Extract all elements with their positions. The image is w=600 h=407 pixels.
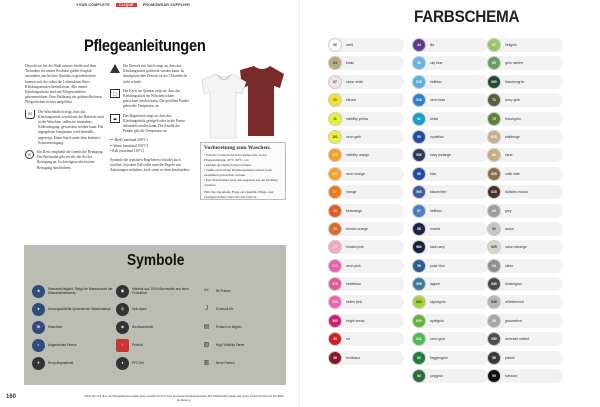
color-swatch xyxy=(487,148,563,162)
color-swatch xyxy=(487,38,563,52)
color-code-dot: 815 xyxy=(487,130,501,144)
color-code-dot: 94 xyxy=(487,259,501,273)
color-swatch xyxy=(487,351,563,365)
color-swatch xyxy=(328,240,404,254)
color-name: sand xyxy=(505,153,513,158)
color-swatch xyxy=(328,93,404,107)
color-code-dot: 17 xyxy=(328,185,342,199)
tumble-dryer-icon: ◯ xyxy=(110,89,120,98)
color-swatch xyxy=(412,277,488,291)
color-name: natur melange xyxy=(505,245,527,250)
symbol-label: Einfach zu bügeln xyxy=(216,325,242,329)
color-name: neon gelb xyxy=(346,134,361,139)
color-swatch xyxy=(487,295,563,309)
color-name: orange xyxy=(346,190,357,195)
color-code-dot: 945 xyxy=(487,277,501,291)
color-name: blutorange xyxy=(346,208,363,213)
color-name: royalblau xyxy=(430,134,444,139)
color-name: blau xyxy=(430,171,437,176)
symbol-label: Neue Farben xyxy=(216,361,235,365)
right-page xyxy=(300,0,600,407)
color-swatch xyxy=(412,332,488,346)
color-code-dot: 11 xyxy=(328,112,342,126)
page-title: Pflegeanleitungen xyxy=(84,36,206,55)
color-name: helles pink xyxy=(346,300,363,305)
symbol-item xyxy=(200,354,282,372)
color-name: asche xyxy=(505,226,515,231)
care-row-bleach xyxy=(110,64,190,85)
symbol-item xyxy=(116,282,200,300)
symbol-item xyxy=(32,354,116,372)
page-number: 160 xyxy=(6,394,17,400)
color-swatch xyxy=(328,112,404,126)
color-swatch xyxy=(487,277,563,291)
color-name: dark navy xyxy=(430,245,445,250)
color-name: pistole xyxy=(505,355,515,360)
color-code-dot: 955 xyxy=(487,332,501,346)
color-name: marine xyxy=(430,226,441,231)
color-name: schwarz xyxy=(505,374,518,379)
color-name: dunkelgrau xyxy=(505,282,522,287)
color-name: navy melange xyxy=(430,153,452,158)
color-code-dot: 211 xyxy=(328,259,342,273)
color-swatch xyxy=(487,130,563,144)
color-swatch xyxy=(412,314,488,328)
women-fit-icon: ✂ xyxy=(203,288,210,294)
col2-tail: Symbole die typischen Begebenen (erlaubt) auch erwähnt. In jedem Fall sollte man die Regeln von Anleitungen einhalten, auch wenn es oben beschrieben. xyxy=(110,158,190,173)
care-text-bleach: Ein Dreieck mit Strich zeigt an, dass das Kleidungsstück gebleicht werden kann. Ist durchgestrichen Dreieck ist die Chlorbleiche nicht erlaubt. xyxy=(123,64,188,84)
color-swatch xyxy=(487,204,563,218)
color-swatch xyxy=(328,259,404,273)
color-code-dot: 51 xyxy=(412,112,426,126)
color-code-dot: 20 xyxy=(328,240,342,254)
care-text-iron: Das Bügeleisen zeigt an, dass das Kleidungsstück gebügelt oder in die Presse behandelt werden kann. Die Anzahl der Punkte gibt die Temperatur an. xyxy=(123,113,185,134)
color-swatch xyxy=(328,332,404,346)
wash-prep-box xyxy=(200,142,286,200)
color-code-dot: 101 xyxy=(328,130,342,144)
color-swatch xyxy=(487,75,563,89)
color-swatch xyxy=(412,259,488,273)
prolight-icon: ! xyxy=(116,339,129,352)
wash-prep-footer: Falls Sie irgendeine Frage zur Qualität, Pflege oder sonstigen haben, rufen Sie uns bitte an. xyxy=(204,190,274,199)
easy-iron-icon: ▤ xyxy=(203,324,210,330)
pfc-free-icon: ♦ xyxy=(116,357,129,370)
color-swatch xyxy=(412,167,488,181)
color-code-dot: 38 xyxy=(328,351,342,365)
symbol-item xyxy=(32,282,116,300)
color-code-dot: 63 xyxy=(412,369,426,383)
color-code-dot: 07 xyxy=(328,75,342,89)
color-code-dot: 949 xyxy=(487,295,501,309)
intro-paragraph: Obwohl wir bei der Wahl unserer Stoffe und ihrer Techniken für unsere Produkte größte Sorgfalt anwenden, um höchste Qualität zu gewährleisten, können sich Sie selbst die Lebensdauer Ihres Kleidungsstückes beeinflussen. Alle unsere Kleidungsstücke sind mit Pflegesymbolen gekennzeichnet. Eine Erklärung der gebräuchlichsten Pflegezeichen ist hier aufgeführt. xyxy=(25,64,102,105)
color-swatch xyxy=(328,148,404,162)
breathable-icon: ● xyxy=(32,303,45,316)
color-code-dot: 35 xyxy=(328,332,342,346)
color-name: türkis xyxy=(430,116,439,121)
brand-mid: CLIQUE xyxy=(116,3,137,7)
color-name: polar blue xyxy=(430,263,445,268)
color-code-dot: 67 xyxy=(487,38,501,52)
color-code-dot: 57 xyxy=(412,204,426,218)
color-code-dot: 565 xyxy=(412,185,426,199)
waterproof-icon: ♣ xyxy=(32,285,45,298)
color-swatch xyxy=(328,38,404,52)
color-name: junggrün xyxy=(430,374,444,379)
care-row-dryer xyxy=(110,89,190,110)
color-code-dot: 96 xyxy=(487,351,501,365)
symbol-item xyxy=(32,318,116,336)
color-name: grün meliert xyxy=(505,61,523,66)
color-code-dot: 58 xyxy=(412,222,426,236)
color-swatch xyxy=(412,295,488,309)
symbol-grid xyxy=(32,282,282,372)
swatch-column xyxy=(328,38,404,369)
color-code-dot: 611 xyxy=(412,332,426,346)
color-name: graumeliert xyxy=(505,318,522,323)
color-name: anthrazit meliert xyxy=(505,337,530,342)
symbol-label: Angerauhtes Fleece xyxy=(48,343,77,347)
color-name: rot xyxy=(346,337,350,342)
color-swatch xyxy=(412,38,488,52)
color-name: army grün xyxy=(505,98,521,103)
color-swatch xyxy=(412,185,488,199)
symbol-label: Bio-Baumwolle xyxy=(132,325,154,329)
color-swatch xyxy=(487,240,563,254)
color-code-dot: 595 xyxy=(412,277,426,291)
brand-right: PROMOWEAR SUPPLIER xyxy=(142,3,190,7)
color-swatch xyxy=(487,259,563,273)
color-code-dot: 90 xyxy=(487,204,501,218)
color-code-dot: 00 xyxy=(328,38,342,52)
color-name: flaschengrün xyxy=(505,79,525,84)
symbol-label: Spin-dyed xyxy=(132,307,147,311)
symbol-item xyxy=(116,336,200,354)
temp-2: • Kalt (maximal 110°C) xyxy=(110,148,145,153)
washable-icon: ♒ xyxy=(32,321,45,334)
color-code-dot: 815 xyxy=(487,185,501,199)
temp-1: •• Warm (maximal 150°C) xyxy=(110,143,149,148)
symbol-item xyxy=(200,282,282,300)
color-code-dot: 605 xyxy=(412,314,426,328)
new-colors-icon: ▥ xyxy=(203,360,210,366)
care-text-dryer: Der Kreis im Quadrat zeigt an, dass das Kleidungsstück im Wäschetrockner getrocknet werden kann. Die gefüllten Punkte geben die Temperatur an. xyxy=(123,88,190,109)
color-swatch xyxy=(328,277,404,291)
spin-dyed-icon: ◎ xyxy=(116,303,129,316)
symbol-item xyxy=(116,354,200,372)
color-name: lila xyxy=(430,43,435,47)
color-swatch xyxy=(412,240,488,254)
color-code-dot: 71 xyxy=(487,93,501,107)
color-code-dot: 62 xyxy=(412,351,426,365)
iron-icon: ⏏ xyxy=(110,114,120,123)
color-name: visibility orange xyxy=(346,153,370,158)
color-code-dot: 95 xyxy=(487,314,501,328)
color-swatch xyxy=(328,295,404,309)
symbol-label: Prolicht xyxy=(132,343,143,347)
care-row-wash xyxy=(25,110,105,146)
color-swatch xyxy=(487,56,563,70)
symbol-label: Material aus 100% Baumwolle aus fairer Produktion xyxy=(132,287,190,295)
color-code-dot: 82 xyxy=(487,148,501,162)
color-name: hellblau xyxy=(430,79,442,84)
color-name: apfelgrün xyxy=(430,318,445,323)
dry-clean-icon: B xyxy=(25,150,34,159)
color-code-dot: 59 xyxy=(412,259,426,273)
color-name: hellgrün xyxy=(505,43,518,47)
footnote: Wenn Sie sich über die Pflegehinweise unklar sind, wenden Sie sich bitte an unsere Kundenbetreuung. Die Maßtabellen geben eine grobe Übersicht über die Produkte im Katalog. xyxy=(84,394,284,402)
symbole-title: Symbole xyxy=(127,252,185,269)
symbol-label: Atmungsaktivität dynamischer Wasserdampf xyxy=(48,307,111,311)
color-swatch xyxy=(328,130,404,144)
color-name: caffe latte xyxy=(505,171,520,176)
junior-icon: J xyxy=(205,306,208,312)
color-swatch xyxy=(487,185,563,199)
color-name: bright cerise xyxy=(346,318,365,323)
color-code-dot: 516 xyxy=(412,93,426,107)
color-scheme-title: FARBSCHEMA xyxy=(414,7,520,26)
color-code-dot: 75 xyxy=(487,112,501,126)
color-code-dot: 10 xyxy=(328,93,342,107)
color-name: burned orange xyxy=(346,226,369,231)
color-code-dot: 50 xyxy=(412,56,426,70)
color-name: heideblau xyxy=(346,282,361,287)
color-code-dot: 556 xyxy=(412,148,426,162)
color-name: froschgrün xyxy=(505,116,522,121)
care-column-left xyxy=(25,64,105,175)
color-swatch xyxy=(328,185,404,199)
color-name: blaumeliert xyxy=(430,190,447,195)
color-code-dot: 515 xyxy=(412,75,426,89)
fleece-icon: ◐ xyxy=(32,339,45,352)
color-code-dot: 99 xyxy=(487,369,501,383)
recycled-icon: ✈ xyxy=(32,357,45,370)
color-name: weiß xyxy=(346,43,354,47)
color-name: grey xyxy=(505,208,512,213)
color-swatch xyxy=(412,222,488,236)
color-swatch xyxy=(328,167,404,181)
color-name: halbbeige xyxy=(505,134,520,139)
color-swatch xyxy=(412,204,488,218)
color-name: silber xyxy=(505,263,514,268)
symbol-label: Wasserdichtigkeit, Steigt die Wassersäule der Wasserabweisende xyxy=(48,287,113,295)
color-name: bordeaux xyxy=(346,355,361,360)
color-code-dot: 925 xyxy=(487,240,501,254)
color-code-dot: 18 xyxy=(328,204,342,218)
color-name: khaki xyxy=(346,61,354,66)
color-name: neon blau xyxy=(430,98,445,103)
color-code-dot: 170 xyxy=(328,148,342,162)
color-name: dunkles mocca xyxy=(505,190,528,195)
symbol-label: PFC-frei xyxy=(132,361,144,365)
wash-prep-item: • Dunkle und helle Farben trennen. xyxy=(204,163,252,167)
color-code-dot: 55 xyxy=(412,130,426,144)
high-visibility-icon: ▨ xyxy=(203,342,210,348)
color-swatch xyxy=(487,167,563,181)
color-code-dot: 44 xyxy=(412,38,426,52)
care-text-dryclean: Ein Kreis empfiehlt die chemische Reinigung. Der Buchstabe gibt jeweils die Art der Reinigung an. Ist durchgestrichen keine Reinigung durchführen. xyxy=(37,150,104,170)
care-column-right xyxy=(110,64,190,174)
color-code-dot: 690 xyxy=(487,75,501,89)
color-name: zitrone xyxy=(346,98,357,103)
color-swatch xyxy=(487,222,563,236)
color-name: sky blue xyxy=(430,61,443,66)
tshirt-image xyxy=(196,62,286,140)
symbol-label: Eindruck für xyxy=(216,307,234,311)
color-swatch xyxy=(412,56,488,70)
symbol-item xyxy=(32,336,116,354)
color-code-dot: 92 xyxy=(487,222,501,236)
symbol-item xyxy=(200,336,282,354)
color-swatch xyxy=(412,112,488,126)
wash-tub-icon: 30 xyxy=(25,110,35,119)
color-name: visibility yellow xyxy=(346,116,369,121)
swatch-column xyxy=(487,38,563,387)
wash-prep-title: Vorbereitung zum Waschen: xyxy=(204,145,271,151)
color-swatch xyxy=(328,204,404,218)
color-swatch xyxy=(328,351,404,365)
color-swatch xyxy=(412,93,488,107)
color-code-dot: 04 xyxy=(328,56,342,70)
brand-strip xyxy=(76,3,190,7)
brand-left: YOUR COMPLETE xyxy=(76,3,110,7)
care-text-wash: Der Waschbottich zeigt, dass das Kleidungsstück sowohl mit der Hand als auch in der Waschine, inklusive normalem Schleudergang, gewaschen werden kann. Die angegebene Temperatur wird ebenfalls angezeigt. Einen Strich unter dem bedeutet Schonwaschgang. xyxy=(38,109,105,145)
color-swatch xyxy=(328,222,404,236)
symbol-item xyxy=(200,300,282,318)
color-swatch xyxy=(487,93,563,107)
color-code-dot: 820 xyxy=(487,167,501,181)
color-name: lagune xyxy=(430,282,441,287)
color-name: neon orange xyxy=(346,171,366,176)
color-swatch xyxy=(412,75,488,89)
color-code-dot: 300 xyxy=(328,314,342,328)
organic-cotton-icon: ◈ xyxy=(116,321,129,334)
color-code-dot: 216 xyxy=(328,277,342,291)
color-swatch xyxy=(487,314,563,328)
color-code-dot: 171 xyxy=(328,167,342,181)
symbol-item xyxy=(200,318,282,336)
color-swatch xyxy=(328,56,404,70)
color-swatch xyxy=(487,112,563,126)
symbol-label: Recyclingmaterial xyxy=(48,361,74,365)
symbol-label: Waschbar xyxy=(48,325,63,329)
color-swatch xyxy=(328,75,404,89)
symbol-item xyxy=(116,300,200,318)
color-swatch xyxy=(412,130,488,144)
color-swatch xyxy=(487,369,563,383)
care-row-dryclean xyxy=(25,150,105,171)
wash-prep-item: • Wäsche sortieren nach der Temperatur in der Pflegeanleitung, 40°C, 60°C, etc. xyxy=(204,153,267,162)
symbol-item xyxy=(32,300,116,318)
color-code-dot: 56 xyxy=(412,167,426,181)
color-name: stone white xyxy=(346,79,364,84)
color-name: reflektierend xyxy=(505,300,524,305)
temp-0: ••• Heiß (maximal 200°C) xyxy=(110,138,148,143)
symbol-label: für Frauen xyxy=(216,289,231,293)
color-name: frosted pink xyxy=(346,245,364,250)
symbol-label: High Visibility Farbe xyxy=(216,343,245,347)
color-code-dot: 600 xyxy=(412,295,426,309)
color-name: neon pink xyxy=(346,263,361,268)
symbol-item xyxy=(116,318,200,336)
cotton-icon: ◉ xyxy=(116,285,129,298)
care-row-iron xyxy=(110,114,190,135)
color-code-dot: 19 xyxy=(328,222,342,236)
wash-prep-item: • Weiße und farbige Kleidungsstücke sollten nicht zusammen gewaschen werden. xyxy=(204,168,272,177)
color-name: neon grün xyxy=(430,337,446,342)
swatch-column xyxy=(412,38,488,387)
color-name: signalgrün xyxy=(430,300,446,305)
color-code-dot: 580 xyxy=(412,240,426,254)
bleach-triangle-icon xyxy=(110,64,120,73)
color-swatch xyxy=(412,148,488,162)
color-code-dot: 250 xyxy=(328,295,342,309)
color-swatch xyxy=(328,314,404,328)
color-name: flaggengrün xyxy=(430,355,448,360)
color-swatch xyxy=(487,332,563,346)
tshirt-illustration xyxy=(196,62,286,140)
color-code-dot: 69 xyxy=(487,56,501,70)
color-name: hellblau xyxy=(430,208,442,213)
wash-prep-item: • Das Waschmittel nach den Angaben auf der Packung dosieren. xyxy=(204,178,278,187)
color-swatch xyxy=(412,351,488,365)
color-swatch xyxy=(412,369,488,383)
